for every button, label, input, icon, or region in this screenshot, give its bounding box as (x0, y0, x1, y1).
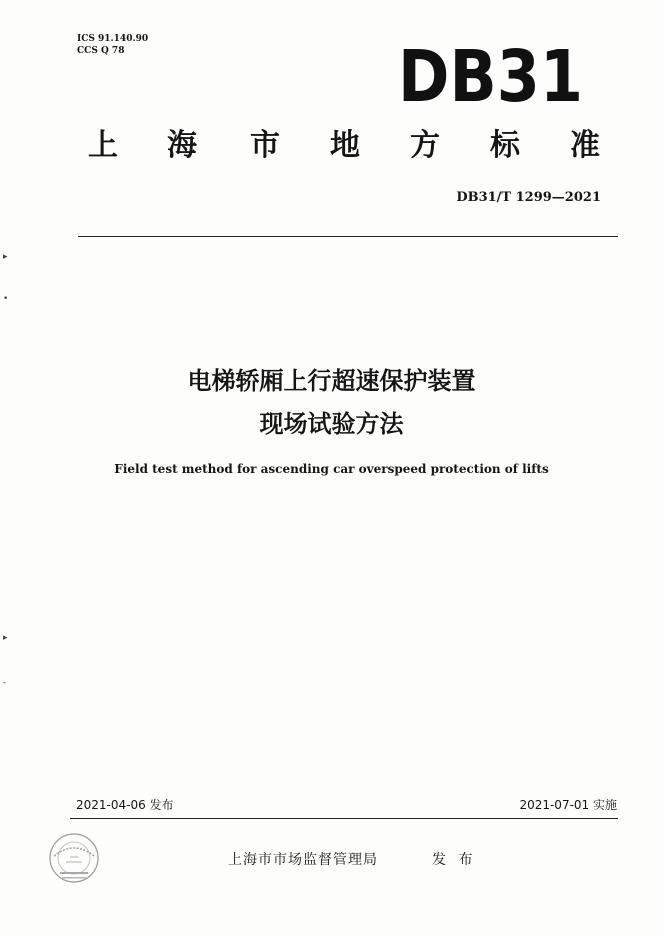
standard-type-char: 标 (490, 128, 520, 163)
standard-type-char: 海 (167, 128, 197, 163)
issue-verb: 发 布 (432, 852, 477, 868)
footer-divider (70, 818, 618, 819)
classification-codes (77, 33, 148, 57)
header-divider (78, 236, 618, 237)
issuing-authority: 上海市市场监督管理局 (228, 852, 378, 868)
standard-type-char: 方 (410, 128, 440, 163)
standard-type-char: 准 (570, 128, 600, 163)
ccs-code: CCS Q 78 (77, 46, 125, 56)
db31-logo: DB31 (398, 34, 584, 119)
scan-mark: ▸ (3, 633, 8, 643)
standard-type (0, 126, 663, 166)
title-zh-line2: 现场试验方法 (259, 410, 404, 438)
certification-stamp (42, 826, 106, 890)
scan-mark: ▸ (3, 252, 8, 262)
issue-date: 2021-04-06 发布 (76, 798, 174, 812)
standard-type-char: 市 (250, 128, 280, 163)
standard-type-char: 上 (88, 128, 118, 163)
standard-number: DB31/T 1299—2021 (456, 190, 601, 205)
standard-type-char: 地 (330, 128, 360, 163)
title-en: Field test method for ascending car overspeed protection of lifts (114, 462, 549, 476)
ics-code: ICS 91.140.90 (77, 34, 149, 44)
implementation-date: 2021-07-01 实施 (519, 798, 617, 812)
scan-mark: • (3, 294, 9, 304)
stamp-graphic (42, 826, 106, 890)
scan-mark: - (3, 678, 7, 688)
title-zh-line1: 电梯轿厢上行超速保护装置 (187, 367, 476, 395)
